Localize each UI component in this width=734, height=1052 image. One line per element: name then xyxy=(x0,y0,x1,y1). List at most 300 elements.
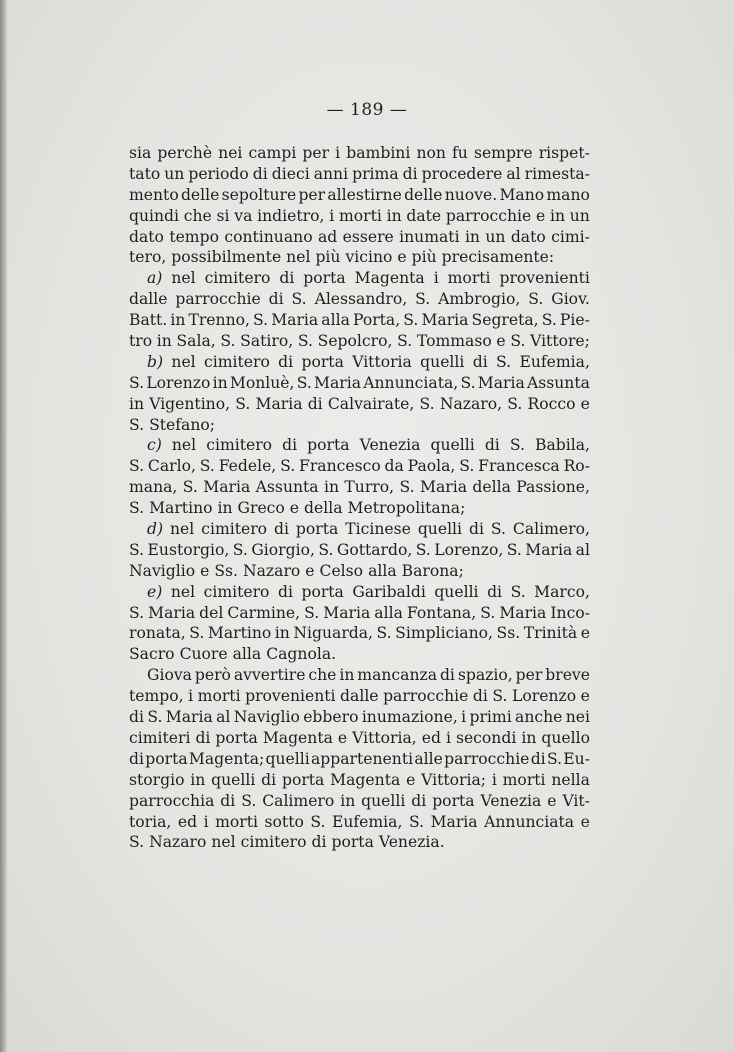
word: S. xyxy=(129,457,145,476)
word: anche xyxy=(515,708,563,727)
word: porta xyxy=(432,791,475,810)
word: Sacro xyxy=(129,645,175,664)
word: non xyxy=(416,144,446,162)
word: indietro, xyxy=(257,206,325,225)
word: Gottardo, xyxy=(336,540,413,559)
word: Naviglio xyxy=(233,708,300,727)
word: ronata, xyxy=(129,624,186,643)
word: Vittoria xyxy=(352,352,412,371)
word: di xyxy=(402,164,418,183)
word: Ro- xyxy=(563,457,590,476)
text-line xyxy=(129,707,590,728)
word: S. xyxy=(189,624,205,643)
word: Giov. xyxy=(551,290,590,309)
word: S. xyxy=(490,520,506,539)
word: della xyxy=(472,478,511,497)
text-line xyxy=(129,812,590,833)
word: Magenta xyxy=(330,770,401,789)
word: Eufemia, xyxy=(519,352,590,371)
word: si xyxy=(216,206,230,225)
word: S. xyxy=(310,812,326,831)
word: S. xyxy=(403,311,419,330)
word: Fontana, xyxy=(406,603,477,622)
word: Magenta xyxy=(262,728,333,747)
word: S. xyxy=(506,540,522,559)
word: fu xyxy=(452,144,468,162)
word: breve xyxy=(545,666,590,685)
word: di xyxy=(220,791,236,810)
text-line xyxy=(129,791,590,812)
word: nel xyxy=(286,248,311,267)
word: inumazione, xyxy=(361,708,458,727)
word: rispet- xyxy=(538,144,590,162)
word: alla xyxy=(232,645,262,664)
word: mancanza xyxy=(357,666,438,685)
word: inumati xyxy=(399,227,460,246)
word: Marco, xyxy=(534,582,590,601)
word: di xyxy=(311,833,327,852)
word: Monluè, xyxy=(229,373,295,392)
text-line xyxy=(129,373,590,394)
word: ebbero xyxy=(303,708,359,727)
word: provenienti xyxy=(245,687,336,706)
word: S. xyxy=(546,749,563,768)
word: cimitero xyxy=(201,520,268,539)
word: Maria xyxy=(499,603,547,622)
word: Trinità xyxy=(523,624,578,643)
word: S. xyxy=(241,791,257,810)
word: di xyxy=(261,770,277,789)
word: Maria xyxy=(314,373,362,392)
word: Francesca xyxy=(478,457,560,476)
text-line xyxy=(129,415,590,436)
word: e xyxy=(580,812,590,831)
word: S. xyxy=(509,436,525,455)
text-line xyxy=(129,498,590,519)
word: Ambrogio, xyxy=(438,290,521,309)
word: e xyxy=(547,791,557,810)
word: Vittoria, xyxy=(352,728,417,747)
word: Tommaso xyxy=(416,332,492,351)
word: nel xyxy=(171,352,196,371)
word: S. xyxy=(459,457,475,476)
word: Nazaro xyxy=(149,833,207,852)
word: un xyxy=(164,164,185,183)
word: Maria xyxy=(430,812,478,831)
word: i xyxy=(188,687,194,706)
word: Maria xyxy=(203,478,251,497)
word: Eustorgio, xyxy=(147,540,230,559)
word: Magenta xyxy=(354,269,425,288)
word: Eufemia, xyxy=(331,812,403,831)
word: possibilmente xyxy=(171,248,282,267)
word: S. xyxy=(129,415,145,434)
word: Naviglio xyxy=(129,561,196,580)
word: cimiteri xyxy=(129,728,191,747)
word: Vittoria; xyxy=(421,770,487,789)
text-line xyxy=(129,477,590,498)
word: Turro, xyxy=(344,478,395,497)
word: Maria xyxy=(148,603,196,622)
word: in xyxy=(323,478,340,497)
word: bambini xyxy=(346,144,411,162)
word: Batt. xyxy=(129,311,168,330)
word: Barona; xyxy=(401,561,464,580)
word: Ss. xyxy=(214,561,238,580)
word: avvertire xyxy=(233,666,306,685)
word: Ss. xyxy=(496,624,521,643)
word: Calimero xyxy=(262,791,335,810)
word: spazio, xyxy=(457,666,513,685)
word: in xyxy=(386,206,402,225)
word: perchè xyxy=(157,144,213,162)
word: i xyxy=(203,812,209,831)
page-number: — 189 — xyxy=(326,100,408,120)
word: da xyxy=(384,457,404,476)
word: alla xyxy=(374,603,403,622)
word: porta xyxy=(303,269,346,288)
word: S. xyxy=(496,352,512,371)
word: d) xyxy=(147,520,164,539)
word: periodo xyxy=(188,164,249,183)
text-line xyxy=(129,310,590,331)
word: porta xyxy=(301,352,344,371)
word: Passione, xyxy=(516,478,590,497)
word: sotto xyxy=(264,812,304,831)
word: S. xyxy=(528,290,544,309)
word: cimitero xyxy=(240,833,307,852)
word: S. xyxy=(297,332,313,351)
word: in xyxy=(521,728,537,747)
word: b) xyxy=(147,352,164,371)
word: anni xyxy=(313,164,349,183)
body-text xyxy=(129,143,590,853)
word: appartenenti xyxy=(311,749,414,768)
word: e xyxy=(580,687,590,706)
text-line xyxy=(129,435,590,456)
word: e) xyxy=(147,582,163,601)
word: e xyxy=(580,394,590,413)
word: nel xyxy=(211,833,236,852)
word: delle xyxy=(404,185,443,204)
word: Inco- xyxy=(550,603,590,622)
word: dieci xyxy=(271,164,310,183)
text-line xyxy=(129,603,590,624)
text-line xyxy=(129,770,590,791)
word: S. xyxy=(510,582,526,601)
word: Nazaro, xyxy=(439,394,503,413)
word: S. xyxy=(304,603,320,622)
word: cimitero xyxy=(204,269,271,288)
word: porta xyxy=(301,582,344,601)
word: Carmine, xyxy=(227,603,301,622)
text-line xyxy=(129,185,590,206)
word: Maria xyxy=(165,708,213,727)
word: S. xyxy=(129,373,145,392)
word: di xyxy=(278,352,294,371)
word: primi xyxy=(469,708,512,727)
word: S. xyxy=(129,603,145,622)
word: quelli xyxy=(265,749,310,768)
word: Vittore; xyxy=(530,332,590,351)
word: morti xyxy=(502,770,546,789)
word: quelli xyxy=(417,520,463,539)
word: Assunta xyxy=(527,373,590,392)
word: Maria xyxy=(271,311,319,330)
word: dato xyxy=(510,227,546,246)
word: in xyxy=(190,770,206,789)
word: Paola, xyxy=(407,457,456,476)
word: tempo xyxy=(169,227,219,246)
word: S. xyxy=(480,603,496,622)
word: prima xyxy=(352,164,399,183)
text-line xyxy=(129,728,590,749)
word: che xyxy=(308,666,337,685)
word: Magenta; xyxy=(188,749,265,768)
word: i xyxy=(461,708,467,727)
word: sempre xyxy=(473,144,533,162)
word: di xyxy=(530,749,546,768)
word: S. xyxy=(129,540,145,559)
word: porta xyxy=(295,520,339,539)
word: essere xyxy=(342,227,394,246)
word: al xyxy=(506,164,521,183)
word: Segreta, xyxy=(471,311,539,330)
word: parrocchie xyxy=(175,290,261,309)
word: Porta, xyxy=(352,311,401,330)
word: di xyxy=(129,708,144,727)
word: va xyxy=(234,206,253,225)
word: S. xyxy=(296,373,312,392)
word: Calvairate, xyxy=(327,394,415,413)
word: in xyxy=(217,499,233,518)
word: S. xyxy=(235,394,251,413)
word: continuano xyxy=(224,227,313,246)
word: quello xyxy=(541,728,590,747)
word: S. xyxy=(419,394,435,413)
word: campi xyxy=(248,144,297,162)
word: e xyxy=(496,332,506,351)
word: e xyxy=(200,561,210,580)
word: alla xyxy=(368,561,397,580)
text-line xyxy=(129,456,590,477)
word: per xyxy=(298,185,326,204)
text-line xyxy=(129,268,590,289)
word: Carlo, xyxy=(147,457,196,476)
word: al xyxy=(216,708,231,727)
word: Mano xyxy=(499,185,545,204)
word: un xyxy=(569,206,590,225)
word: di xyxy=(472,687,488,706)
word: Greco xyxy=(237,499,285,518)
word: S. xyxy=(232,540,248,559)
word: Assunta xyxy=(255,478,319,497)
word: alla xyxy=(321,311,350,330)
text-line xyxy=(129,352,590,373)
word: nel xyxy=(171,436,197,455)
word: in xyxy=(129,394,145,413)
word: Maria xyxy=(419,478,467,497)
word: nel xyxy=(171,269,196,288)
word: procedere xyxy=(421,164,503,183)
word: quelli xyxy=(430,436,475,455)
text-line xyxy=(129,623,590,644)
word: tro xyxy=(129,332,153,351)
word: e xyxy=(337,728,348,747)
word: S. xyxy=(415,540,431,559)
word: di xyxy=(468,520,484,539)
word: Lorenzo xyxy=(512,687,577,706)
text-line xyxy=(129,686,590,707)
word: Maria xyxy=(525,540,573,559)
word: del xyxy=(199,603,224,622)
word: di xyxy=(484,436,500,455)
word: e xyxy=(406,770,416,789)
word: Garibaldi xyxy=(352,582,426,601)
word: però xyxy=(194,666,231,685)
word: quelli xyxy=(211,770,256,789)
word: Nazaro xyxy=(242,561,301,580)
word: Martino xyxy=(207,624,272,643)
word: morti xyxy=(215,812,259,831)
word: di xyxy=(129,749,144,768)
word: vicino xyxy=(345,248,393,267)
text-line xyxy=(129,519,590,540)
word: a) xyxy=(147,269,163,288)
word: parrocchia xyxy=(129,791,215,810)
word: più xyxy=(315,248,341,267)
word: S. xyxy=(129,499,145,518)
text-line xyxy=(129,164,590,185)
word: al xyxy=(575,540,590,559)
word: nella xyxy=(551,770,590,789)
word: tempo, xyxy=(129,687,184,706)
word: in xyxy=(339,666,355,685)
word: di xyxy=(411,791,427,810)
word: in xyxy=(274,624,290,643)
word: Trenno, xyxy=(188,311,250,330)
word: di xyxy=(282,436,298,455)
word: Cuore xyxy=(179,645,228,664)
text-line xyxy=(129,143,590,164)
word: ad xyxy=(317,227,338,246)
word: nuove. xyxy=(444,185,498,204)
word: precisamente: xyxy=(441,248,555,267)
word: Maria xyxy=(323,603,371,622)
word: quindi xyxy=(129,206,180,225)
text-line xyxy=(129,289,590,310)
word: per xyxy=(515,666,543,685)
word: rimesta- xyxy=(524,164,590,183)
word: i xyxy=(445,728,451,747)
word: nel xyxy=(170,582,196,601)
text-line xyxy=(129,665,590,686)
word: porta xyxy=(331,833,374,852)
word: in xyxy=(170,311,186,330)
text-line xyxy=(129,331,590,352)
word: S. xyxy=(220,332,236,351)
text-line xyxy=(129,227,590,248)
word: porta xyxy=(307,436,350,455)
word: Maria xyxy=(421,311,469,330)
word: Sepolcro, xyxy=(317,332,393,351)
word: nel xyxy=(170,520,195,539)
word: morti xyxy=(197,687,241,706)
word: di xyxy=(487,582,503,601)
word: di xyxy=(252,164,268,183)
text-line xyxy=(129,832,590,853)
word: e xyxy=(397,248,407,267)
word: S. xyxy=(280,457,296,476)
text-line xyxy=(129,540,590,561)
word: di xyxy=(195,728,211,747)
word: Calimero, xyxy=(512,520,590,539)
word: Stefano; xyxy=(149,415,216,434)
word: nei xyxy=(218,144,243,162)
text-line xyxy=(129,561,590,582)
word: di xyxy=(307,394,323,413)
word: S. xyxy=(510,332,526,351)
word: Babila, xyxy=(535,436,590,455)
word: i xyxy=(335,144,341,162)
word: di xyxy=(279,269,295,288)
word: di xyxy=(268,290,284,309)
word: Lorenzo xyxy=(146,373,211,392)
word: Pie- xyxy=(559,311,590,330)
word: S. xyxy=(291,290,307,309)
word: S. xyxy=(541,311,557,330)
word: che xyxy=(183,206,212,225)
word: in xyxy=(212,373,228,392)
word: Metropolitana; xyxy=(347,499,466,518)
word: alle xyxy=(414,749,443,768)
word: dato xyxy=(129,227,164,246)
word: in xyxy=(464,227,480,246)
word: cimitero xyxy=(204,352,270,371)
text-line xyxy=(129,749,590,770)
word: porta xyxy=(215,728,258,747)
word: S. xyxy=(492,687,508,706)
word: mento xyxy=(129,185,179,204)
word: date xyxy=(406,206,442,225)
word: Annunciata, xyxy=(363,373,459,392)
text-line xyxy=(129,644,590,665)
word: un xyxy=(485,227,506,246)
word: S. xyxy=(507,394,523,413)
text-line xyxy=(129,206,590,227)
word: di xyxy=(274,520,289,539)
word: Simpliciano, xyxy=(395,624,493,643)
word: i xyxy=(433,269,439,288)
word: e xyxy=(535,206,546,225)
word: porta xyxy=(281,770,325,789)
word: porta xyxy=(145,749,188,768)
word: S. xyxy=(397,332,413,351)
word: S. xyxy=(129,833,145,852)
word: S. xyxy=(376,624,392,643)
text-line xyxy=(129,247,590,268)
word: delle xyxy=(180,185,220,204)
word: Fedele, xyxy=(218,457,277,476)
word: Niguarda, xyxy=(293,624,374,643)
word: quelli xyxy=(434,582,479,601)
word: cimitero xyxy=(206,436,273,455)
word: provenienti xyxy=(499,269,590,288)
word: Venezia xyxy=(359,436,421,455)
word: parrocchie xyxy=(383,687,469,706)
word: ed xyxy=(421,728,441,747)
word: nei xyxy=(565,708,590,727)
